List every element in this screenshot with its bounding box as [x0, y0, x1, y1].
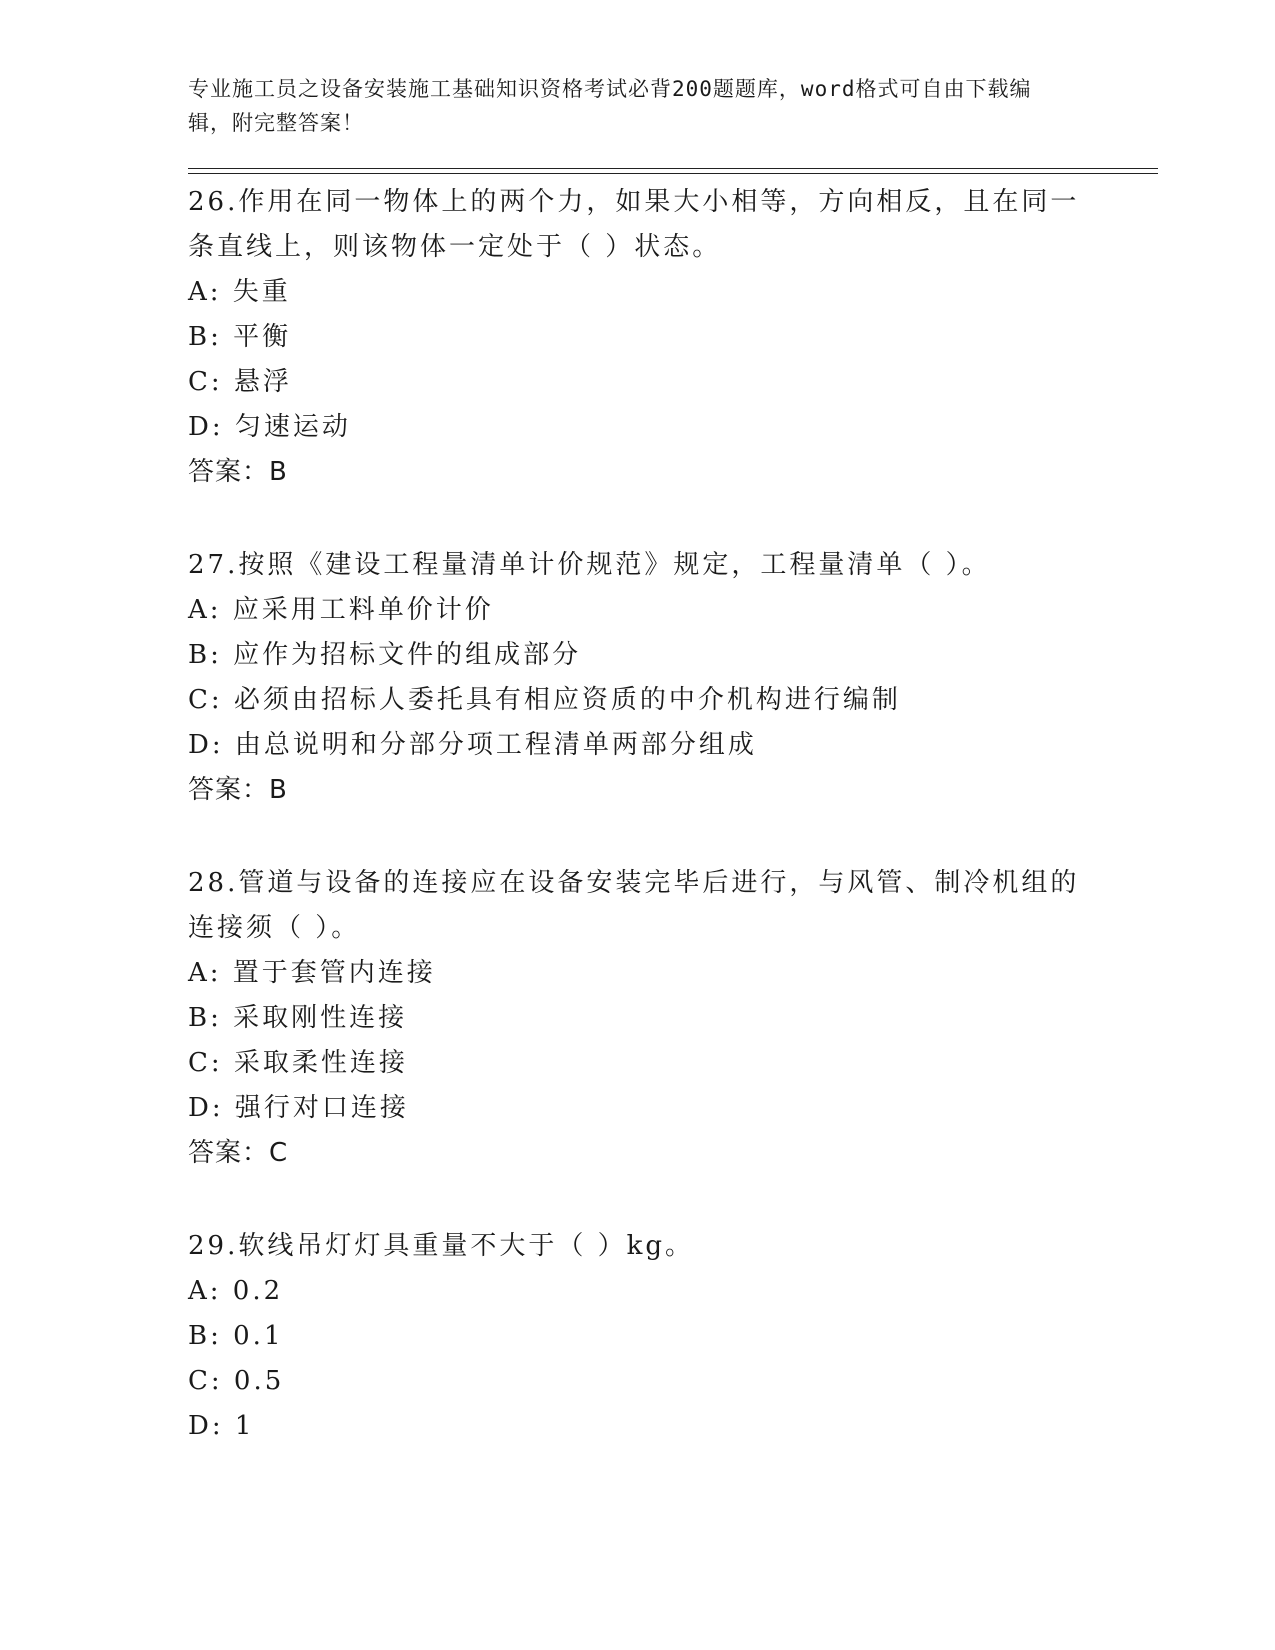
option-c: C: 0.5 [188, 1366, 285, 1396]
option-c: C: 必须由招标人委托具有相应资质的中介机构进行编制 [188, 685, 901, 715]
answer-line: 答案：B [188, 775, 288, 805]
option-a: A: 置于套管内连接 [188, 958, 436, 988]
question-29 [188, 1224, 1158, 1449]
option-d: D: 强行对口连接 [188, 1093, 409, 1123]
question-28 [188, 861, 1158, 1176]
question-text: 26.作用在同一物体上的两个力，如果大小相等，方向相反，且在同一条直线上，则该物体一定处于（ ）状态。 [188, 187, 1080, 262]
option-c: C: 悬浮 [188, 367, 292, 397]
option-a: A: 失重 [188, 277, 291, 307]
option-b: B: 0.1 [188, 1321, 284, 1351]
option-d: D: 由总说明和分部分项工程清单两部分组成 [188, 730, 757, 760]
document-header: 专业施工员之设备安装施工基础知识资格考试必背200题题库，word格式可自由下载编辑，附完整答案！ [188, 77, 1032, 135]
answer-line: 答案：B [188, 457, 288, 487]
option-b: B: 平衡 [188, 322, 292, 352]
question-text: 29.软线吊灯灯具重量不大于（ ）kg。 [188, 1231, 695, 1261]
option-b: B: 采取刚性连接 [188, 1003, 408, 1033]
answer-line: 答案：C [188, 1138, 289, 1168]
question-text: 27.按照《建设工程量清单计价规范》规定，工程量清单（ ）。 [188, 550, 991, 580]
document-page [188, 72, 1158, 1497]
option-c: C: 采取柔性连接 [188, 1048, 408, 1078]
option-a: A: 0.2 [188, 1276, 284, 1306]
question-26 [188, 180, 1158, 495]
option-b: B: 应作为招标文件的组成部分 [188, 640, 582, 670]
option-d: D: 1 [188, 1411, 255, 1441]
option-d: D: 匀速运动 [188, 412, 351, 442]
question-text: 28.管道与设备的连接应在设备安装完毕后进行，与风管、制冷机组的连接须（ ）。 [188, 868, 1080, 943]
option-a: A: 应采用工料单价计价 [188, 595, 494, 625]
header-divider [188, 168, 1158, 174]
question-27 [188, 543, 1158, 813]
